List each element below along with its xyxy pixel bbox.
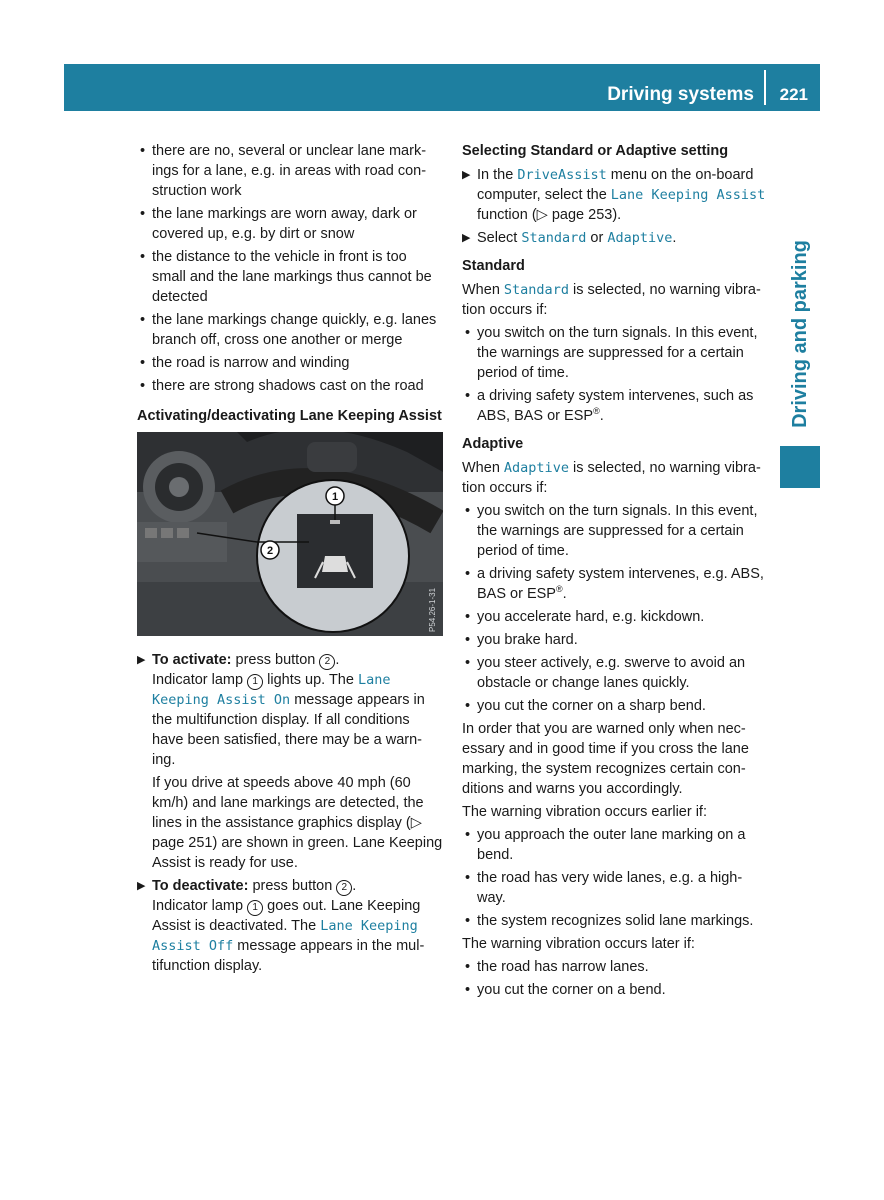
- mode-name: Adaptive: [503, 460, 569, 476]
- list-item: • a driving safety system intervenes, such as ABS, BAS or ESP®.: [462, 386, 768, 426]
- list-item: • a driving safety system intervenes, e.g. ABS, BAS or ESP®.: [462, 564, 768, 604]
- left-column: [137, 141, 443, 979]
- section-title: Driving systems: [607, 84, 754, 105]
- display-message: Lane Keeping Assist Off: [152, 918, 418, 954]
- step-arrow-icon: ▶: [462, 232, 471, 244]
- paragraph: The warning vibration occurs later if:: [462, 936, 695, 952]
- chapter-tab-label: Driving and parking: [789, 240, 811, 428]
- page-number: 221: [779, 85, 808, 104]
- step-select-mode: ▶ Select Standard or Adaptive.: [462, 230, 677, 246]
- step-deactivate: ▶ To deactivate: press button 2 . Indicator lamp 1 goes out. Lane Keeping Assist is deactivated. The Lane Keeping Assist Off message appears in the mul-tifunction display.: [137, 878, 425, 974]
- list-item: • you steer actively, e.g. swerve to avoid an obstacle or change lanes quickly.: [462, 653, 768, 693]
- right-column: [462, 141, 768, 1003]
- list-item: • you switch on the turn signals. In this event, the warnings are suppressed for a certain period of time.: [462, 323, 768, 383]
- list-item: • you cut the corner on a bend.: [462, 980, 768, 1000]
- paragraph: The warning vibration occurs earlier if:: [462, 804, 707, 820]
- adaptive-intro: When Adaptive is selected, no warning vibra-tion occurs if:: [462, 460, 761, 496]
- chapter-tab: [780, 228, 820, 440]
- list-item: • you accelerate hard, e.g. kickdown.: [462, 607, 768, 627]
- option-standard: Standard: [521, 230, 587, 246]
- list-item: • there are strong shadows cast on the road: [137, 376, 443, 396]
- paragraph: In order that you are warned only when nec-essary and in good time if you cross the lane marking, the system recognizes certain con-ditions and warns you accordingly.: [462, 721, 749, 797]
- function-name: Lane Keeping Assist: [610, 187, 766, 203]
- display-message: Lane Keeping Assist On: [152, 672, 391, 708]
- list-item: • the road has narrow lanes.: [462, 957, 768, 977]
- page-ref-icon: ▷: [536, 207, 548, 223]
- callout-2-label: 2: [266, 545, 274, 557]
- chapter-tab-marker: [780, 446, 820, 488]
- step-arrow-icon: ▶: [462, 169, 471, 181]
- step-arrow-icon: ▶: [137, 880, 146, 892]
- callout-1-label: 1: [331, 491, 339, 503]
- list-item: • the distance to the vehicle in front is too small and the lane markings thus cannot be detected: [137, 247, 443, 307]
- subheading-standard: Standard: [462, 258, 525, 274]
- step-activate: ▶ To activate: press button 2 . Indicator lamp 1 lights up. The Lane Keeping Assist On message appears in the multifunction display. If all conditions have been satisfied, there may be a warn-ing.: [137, 652, 425, 768]
- dashboard-illustration: [137, 432, 443, 636]
- option-adaptive: Adaptive: [607, 230, 673, 246]
- mode-name: Standard: [503, 282, 569, 298]
- button-2-callout: 2: [319, 654, 335, 670]
- lamp-1-callout: 1: [247, 674, 263, 690]
- step-arrow-icon: ▶: [137, 654, 146, 666]
- button-2-callout: 2: [336, 880, 352, 896]
- section-heading: Selecting Standard or Adaptive setting: [462, 143, 729, 159]
- list-item: • the system recognizes solid lane markings.: [462, 911, 768, 931]
- list-item: • the lane markings are worn away, dark or covered up, e.g. by dirt or snow: [137, 204, 443, 244]
- list-item: • you switch on the turn signals. In this event, the warnings are suppressed for a certain period of time.: [462, 501, 768, 561]
- step-select-function: ▶ In the DriveAssist menu on the on-board computer, select the Lane Keeping Assist function (▷ page 253).: [462, 167, 766, 223]
- list-item: • the road is narrow and winding: [137, 353, 443, 373]
- lamp-1-callout: 1: [247, 900, 263, 916]
- dashboard-figure: [137, 432, 443, 636]
- list-item: • you cut the corner on a sharp bend.: [462, 696, 768, 716]
- list-item: • you brake hard.: [462, 630, 768, 650]
- list-item: • the road has very wide lanes, e.g. a high-way.: [462, 868, 768, 908]
- section-heading: Activating/deactivating Lane Keeping Assist: [137, 408, 442, 424]
- standard-intro: When Standard is selected, no warning vibra-tion occurs if:: [462, 282, 761, 318]
- list-item: • there are no, several or unclear lane mark-ings for a lane, e.g. in areas with road con-struction work: [137, 141, 443, 201]
- header-divider: [764, 70, 766, 105]
- menu-name: DriveAssist: [517, 167, 607, 183]
- list-item: • the lane markings change quickly, e.g. lanes branch off, cross one another or merge: [137, 310, 443, 350]
- activate-note: If you drive at speeds above 40 mph (60 km/h) and lane markings are detected, the lines in the assistance graphics display (▷ page 251) are shown in green. Lane Keeping Assist is ready for use.: [152, 775, 443, 871]
- page-ref-icon: ▷: [410, 815, 422, 831]
- figure-code: P54.26-1-31: [428, 587, 437, 632]
- subheading-adaptive: Adaptive: [462, 436, 524, 452]
- list-item: • you approach the outer lane marking on a bend.: [462, 825, 768, 865]
- page-header: [64, 64, 820, 111]
